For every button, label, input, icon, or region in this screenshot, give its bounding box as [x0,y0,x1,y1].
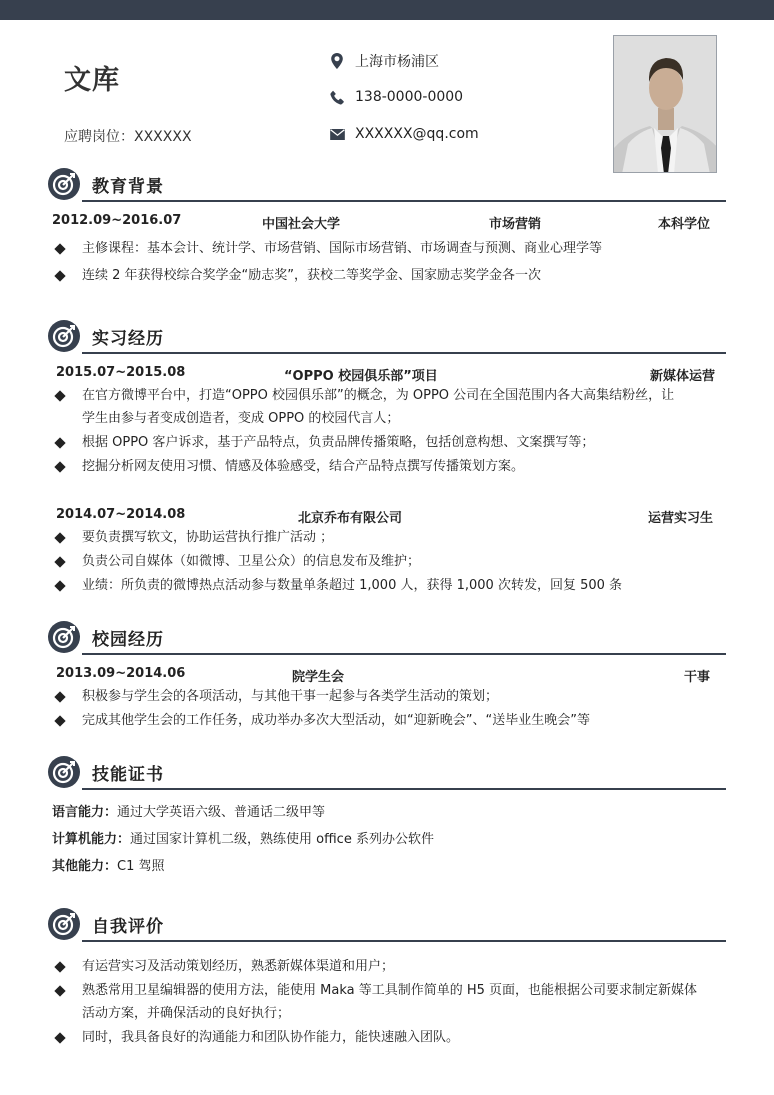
campus-role: 干事 [684,670,711,685]
applied-position [64,126,192,146]
education-degree: 本科学位 [658,217,711,232]
target-icon [48,168,80,200]
section-self-eval-header [48,908,726,942]
contact-address [328,51,439,71]
target-icon [48,908,80,940]
phone-icon [328,88,346,106]
location-pin-icon [328,52,346,70]
education-major: 市场营销 [489,217,542,232]
section-divider [82,200,726,202]
section-title-education: 教育背景 [92,177,164,197]
position-value: XXXXXX [134,129,192,145]
section-title-skills: 技能证书 [92,765,164,785]
position-label: 应聘岗位： [64,129,134,145]
contact-phone [328,87,463,107]
job-role: 新媒体运营 [650,369,716,384]
section-skills-header [48,756,726,790]
skill-item: 语言能力：通过大学英语六级、普通话二级甲等 [52,805,326,820]
campus-entry-header [56,666,726,686]
contact-email [328,124,479,144]
section-internship-header [48,320,726,354]
section-divider [82,940,726,942]
job-org: “OPPO 校园俱乐部”项目 [284,369,438,384]
section-campus-header [48,621,726,655]
candidate-name: 文库 [64,65,120,96]
education-period: 2012.09~2016.07 [52,213,182,228]
section-divider [82,352,726,354]
education-entry-header [52,213,722,233]
target-icon [48,621,80,653]
skill-item: 其他能力：C1 驾照 [52,859,165,874]
campus-org: 院学生会 [292,670,345,685]
job-org: 北京乔布有限公司 [298,511,403,526]
phone-text: 138-0000-0000 [355,89,464,105]
section-divider [82,788,726,790]
job-period: 2015.07~2015.08 [56,365,186,380]
job-role: 运营实习生 [648,511,714,526]
target-icon [48,756,80,788]
section-title-self-eval: 自我评价 [92,917,164,937]
campus-period: 2013.09~2014.06 [56,666,186,681]
target-icon [48,320,80,352]
address-text: 上海市杨浦区 [355,54,439,70]
section-title-internship: 实习经历 [92,329,164,349]
internship-entry-header [56,507,726,527]
education-school: 中国社会大学 [262,217,341,232]
profile-photo [613,35,717,173]
skill-item: 计算机能力：通过国家计算机二级，熟练使用 office 系列办公软件 [52,832,434,847]
job-period: 2014.07~2014.08 [56,507,186,522]
section-education-header [48,168,726,202]
section-title-campus: 校园经历 [92,630,164,650]
internship-entry-header [56,365,726,385]
email-text: XXXXXX@qq.com [355,126,479,142]
section-divider [82,653,726,655]
top-accent-bar [0,0,774,20]
envelope-icon [328,125,346,143]
